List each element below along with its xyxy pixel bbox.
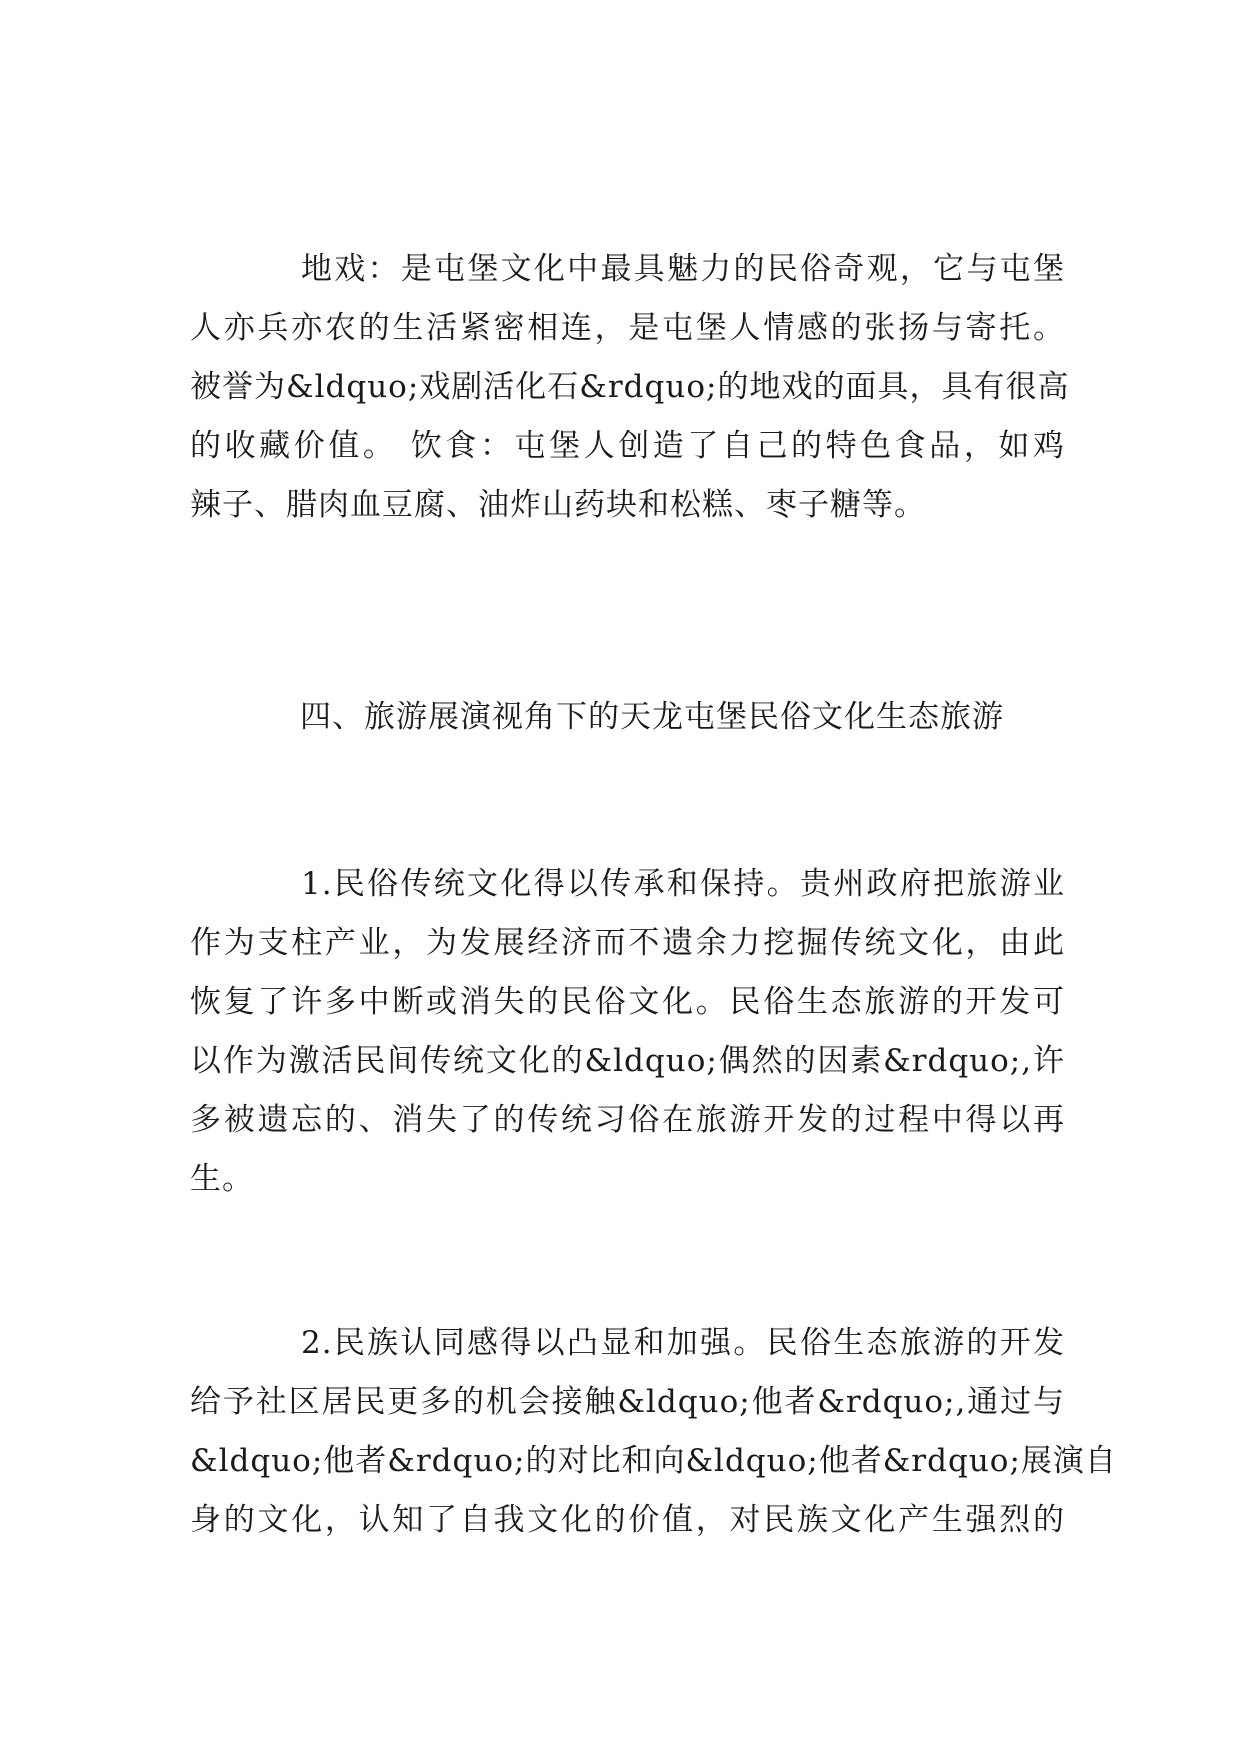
text-line: 人亦兵亦农的生活紧密相连，是屯堡人情感的张扬与寄托。 [190, 310, 1065, 346]
text-line: 身的文化，认知了自我文化的价值，对民族文化产生强烈的 [190, 1502, 1065, 1538]
text-line: 多被遗忘的、消失了的传统习俗在旅游开发的过程中得以再 [190, 1102, 1065, 1138]
paragraph-food-and-dixi [190, 240, 1070, 535]
text-line: 以作为激活民间传统文化的&ldquo;偶然的因素&rdquo;,许 [190, 1043, 1065, 1079]
text-line: &ldquo;他者&rdquo;的对比和向&ldquo;他者&rdquo;展演自 [190, 1443, 1117, 1479]
text-line: 被誉为&ldquo;戏剧活化石&rdquo;的地戏的面具，具有很高 [190, 369, 1070, 405]
text-line: 生。 [190, 1161, 254, 1197]
text-line: 恢复了许多中断或消失的民俗文化。民俗生态旅游的开发可 [190, 984, 1065, 1020]
text-line: 2.民族认同感得以凸显和加强。民俗生态旅游的开发 [301, 1325, 1065, 1361]
text-line: 辣子、腊肉血豆腐、油炸山药块和松糕、枣子糖等。 [190, 487, 926, 523]
text-line: 地戏：是屯堡文化中最具魅力的民俗奇观，它与屯堡 [301, 251, 1065, 287]
paragraph-ethnic-identity [190, 1314, 1117, 1550]
text-line: 的收藏价值。 饮食：屯堡人创造了自己的特色食品，如鸡 [190, 428, 1065, 464]
text-line: 给予社区居民更多的机会接触&ldquo;他者&rdquo;,通过与 [190, 1384, 1065, 1420]
section-heading: 四、旅游展演视角下的天龙屯堡民俗文化生态旅游 [300, 699, 1004, 735]
text-line: 1.民俗传统文化得以传承和保持。贵州政府把旅游业 [301, 866, 1065, 902]
paragraph-heritage-preservation [190, 855, 1065, 1209]
text-line: 作为支柱产业，为发展经济而不遗余力挖掘传统文化，由此 [190, 925, 1065, 961]
